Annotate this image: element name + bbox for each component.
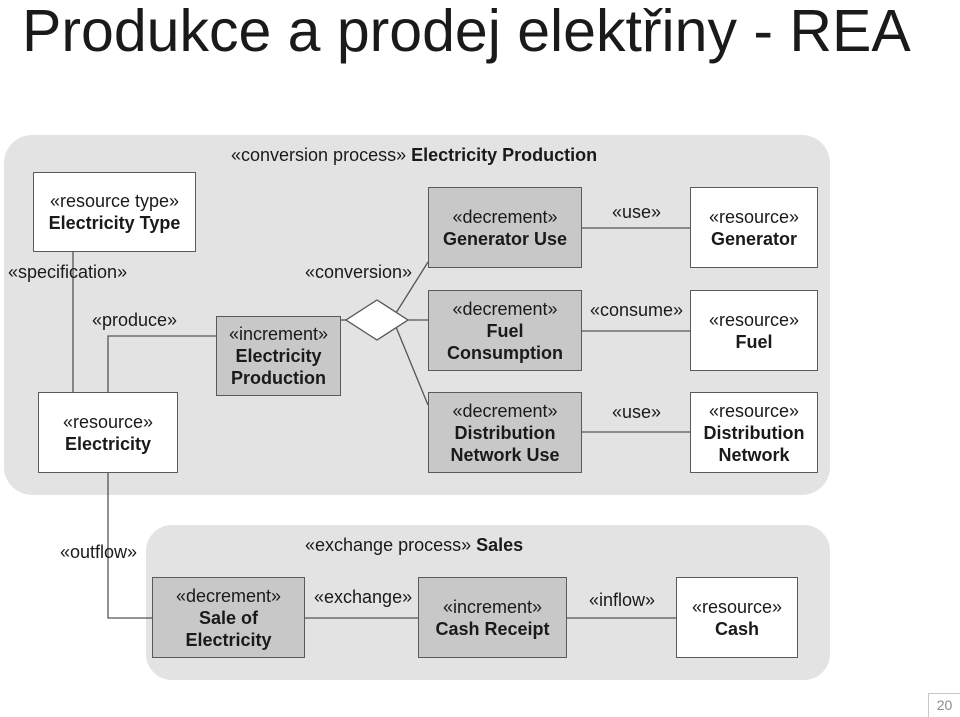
electricity-production-box: [216, 316, 341, 396]
box-name: Cash: [714, 618, 759, 639]
exchange-process-label: [305, 534, 523, 556]
box-name: Electricity: [185, 629, 272, 650]
specification-label: «specification»: [8, 262, 128, 282]
process-stereotype: «conversion process»: [231, 145, 407, 165]
process-stereotype: «exchange process»: [305, 535, 472, 555]
exchange-label: «exchange»: [314, 587, 413, 607]
box-name: Network Use: [450, 444, 560, 465]
box-name: Consumption: [447, 342, 563, 363]
electricity-box: [38, 392, 178, 473]
box-stereotype: «decrement»: [452, 400, 558, 421]
conversion-to-distribution-use-line: [396, 327, 428, 405]
electricity-type-box: [33, 172, 196, 252]
box-name: Distribution: [703, 422, 805, 443]
use-generator-label: «use»: [612, 202, 662, 222]
inflow-label: «inflow»: [589, 590, 656, 610]
process-name: Sales: [476, 535, 524, 555]
distribution-network-box: [690, 392, 818, 473]
generator-box: [690, 187, 818, 268]
box-stereotype: «increment»: [442, 596, 543, 617]
produce-label: «produce»: [92, 310, 178, 330]
box-name: Cash Receipt: [435, 618, 550, 639]
box-name: Electricity: [64, 433, 152, 454]
box-stereotype: «increment»: [228, 324, 329, 344]
conversion-process-label: [231, 144, 597, 166]
fuel-consumption-box: [428, 290, 582, 371]
box-name: Distribution: [454, 422, 556, 443]
produce-line: [108, 336, 216, 392]
box-name: Network: [718, 444, 790, 465]
box-stereotype: «decrement»: [452, 298, 558, 319]
box-name: Generator: [710, 228, 798, 249]
distribution-network-use-box: [428, 392, 582, 473]
generator-use-box: [428, 187, 582, 268]
process-name: Electricity Production: [411, 145, 598, 165]
slide-title: Produkce a prodej elektřiny - REA: [22, 0, 911, 64]
outflow-label: «outflow»: [60, 542, 138, 562]
box-stereotype: «resource»: [708, 400, 800, 421]
cash-receipt-box: [418, 577, 567, 658]
box-stereotype: «decrement»: [175, 585, 282, 606]
box-name: Electricity: [235, 346, 322, 366]
box-stereotype: «resource»: [708, 309, 800, 330]
consume-fuel-label: «consume»: [590, 300, 684, 320]
sale-of-electricity-box: [152, 577, 305, 658]
box-name: Production: [231, 368, 326, 388]
box-name: Generator Use: [442, 228, 568, 249]
cash-box: [676, 577, 798, 658]
box-stereotype: «resource»: [62, 411, 154, 432]
box-name: Electricity Type: [48, 213, 181, 233]
box-name: Fuel: [486, 320, 524, 341]
box-name: Sale of: [198, 607, 259, 628]
page-number: 20: [928, 693, 960, 717]
use-distribution-network-label: «use»: [612, 402, 662, 422]
box-stereotype: «resource»: [708, 206, 800, 227]
fuel-box: [690, 290, 818, 371]
box-stereotype: «resource»: [691, 596, 783, 617]
box-name: Fuel: [735, 331, 773, 352]
conversion-label: «conversion»: [305, 262, 413, 282]
box-stereotype: «resource type»: [49, 191, 180, 211]
box-stereotype: «decrement»: [452, 206, 558, 227]
